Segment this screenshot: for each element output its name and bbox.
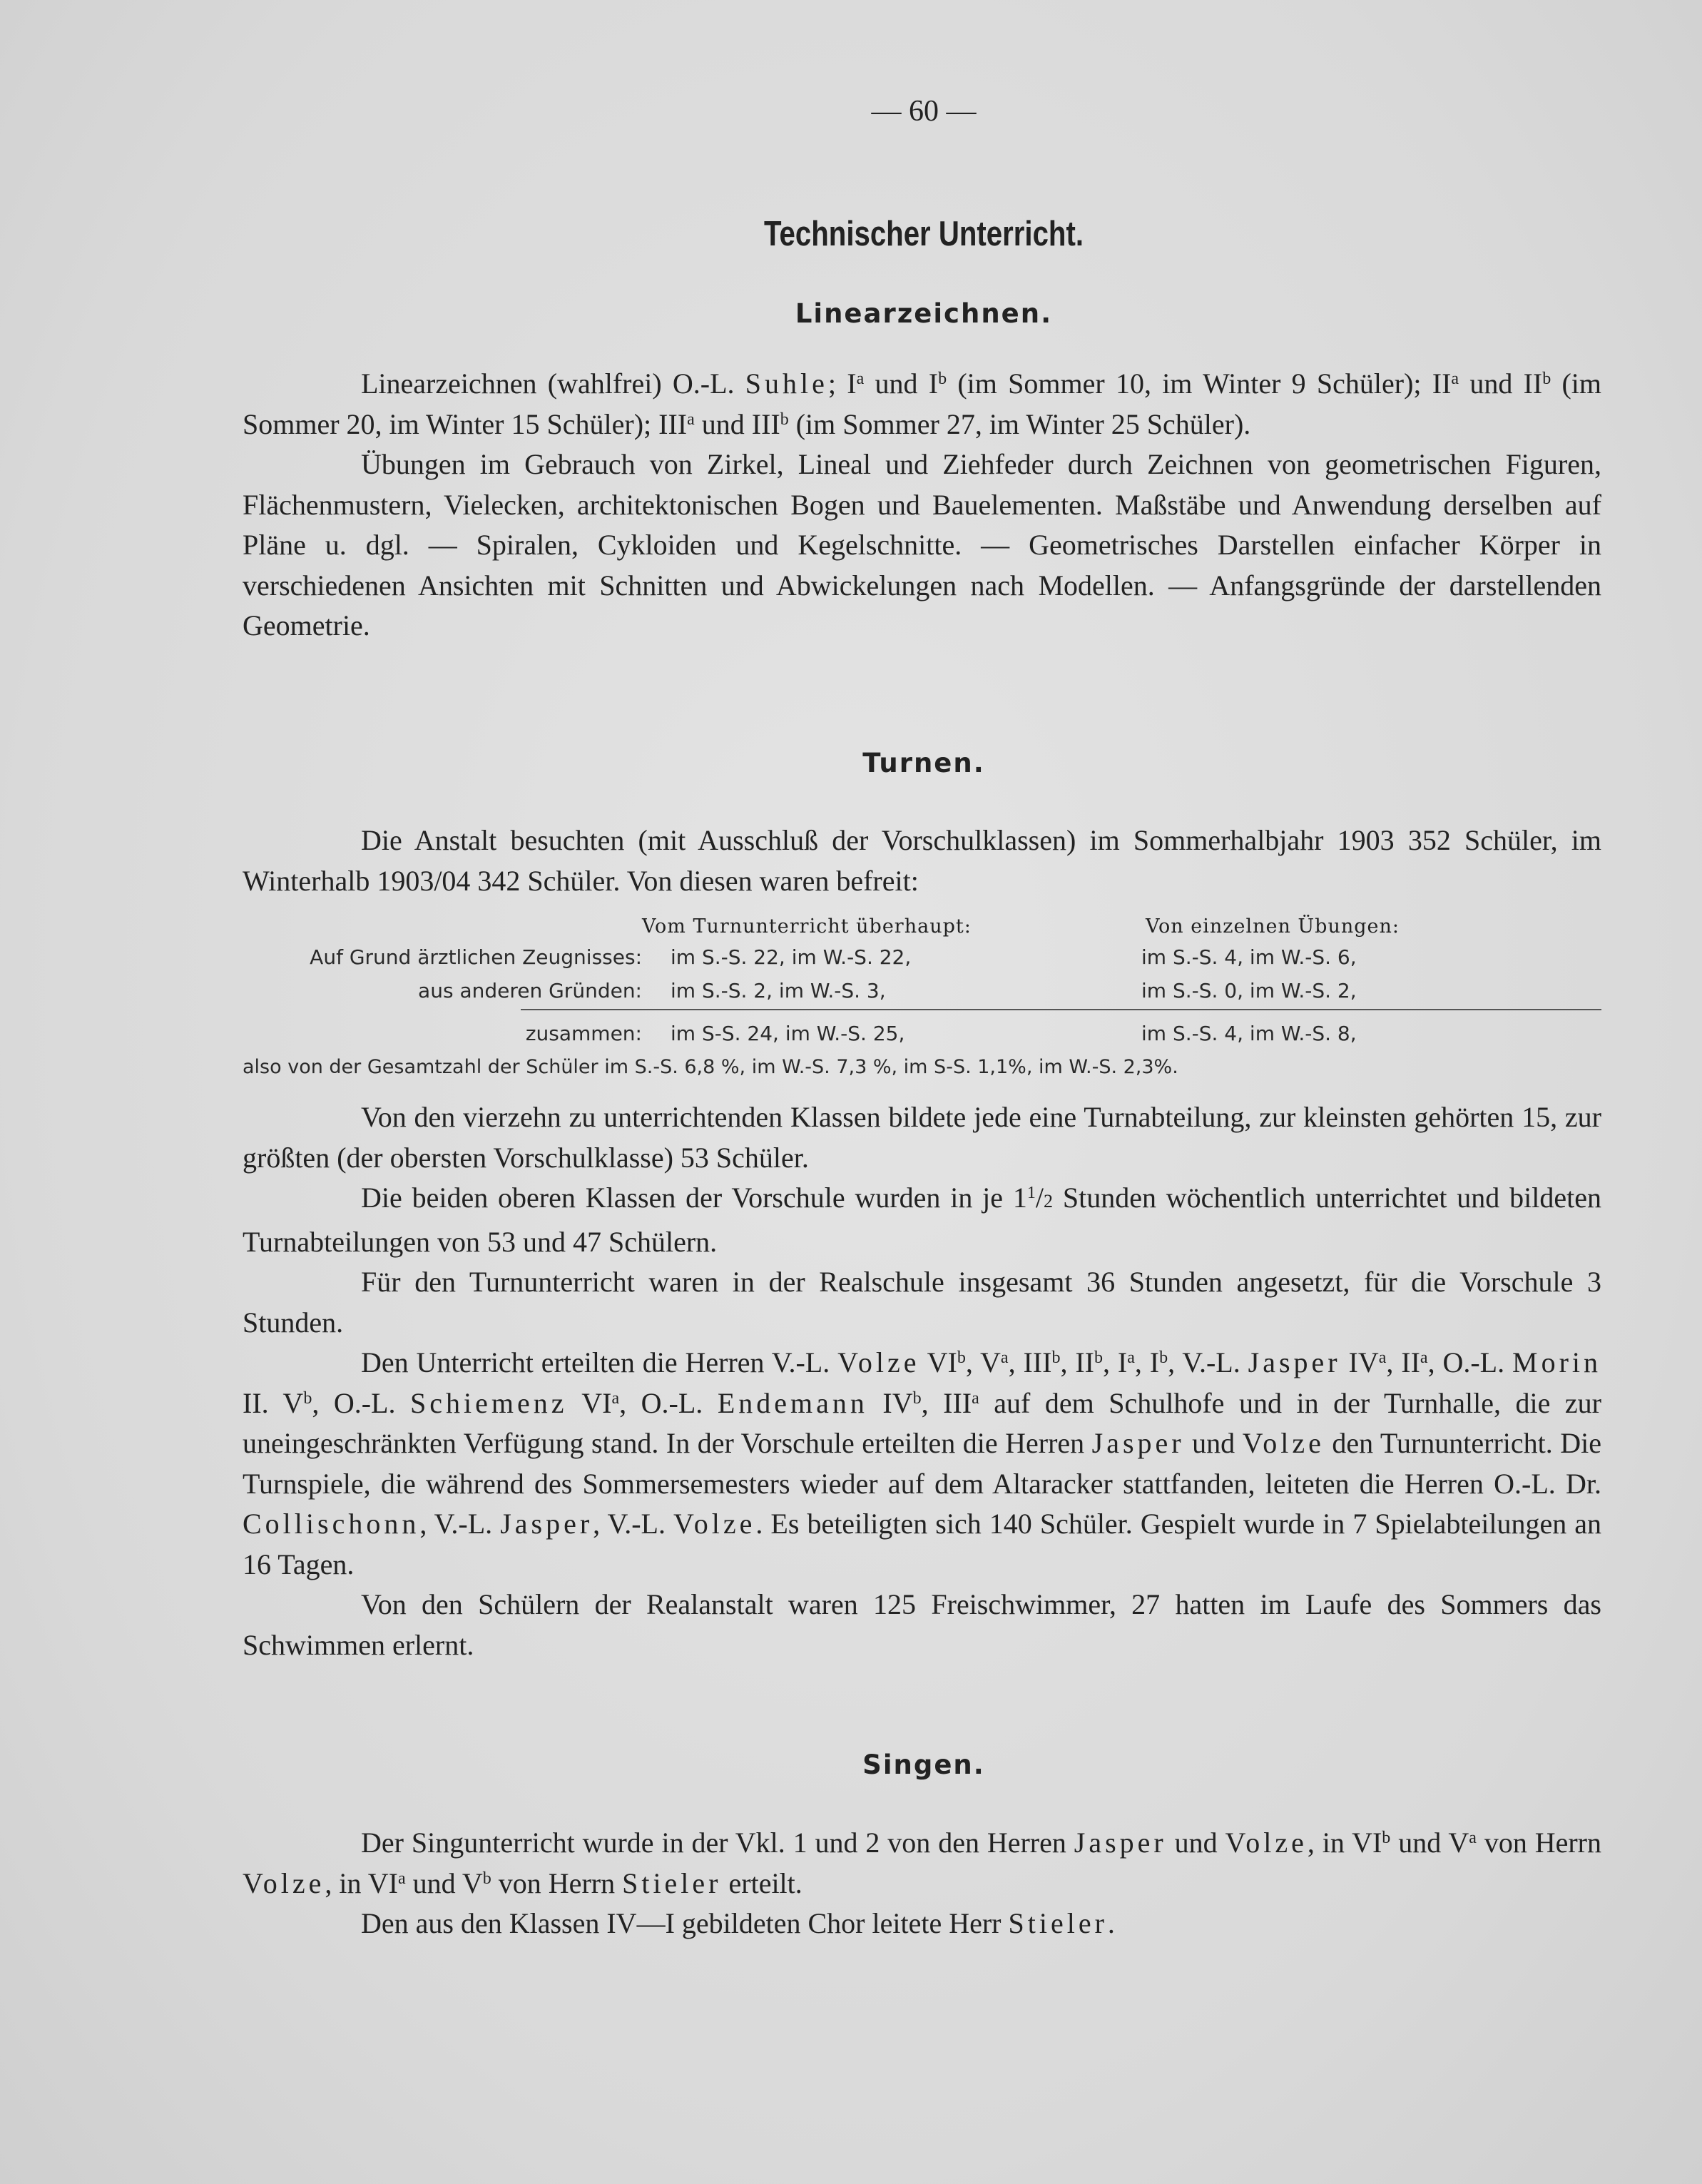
turnen-paragraph-3: Für den Turnunterricht waren in der Realschule insgesamt 36 Stunden angesetzt, für die Vorschule 3 Stunden.: [243, 1266, 1601, 1339]
linearzeichnen-paragraph-2: Übungen im Gebrauch von Zirkel, Lineal und Ziehfeder durch Zeichnen von geometrischen Figuren, Flächenmustern, Vielecken, architektonischen Bogen und Bauelementen. Maßstäbe und Anwendung derselben auf Pläne u. dgl. — Spiralen, Cykloiden und Kegelschnitte. — Geometrisches Darstellen einfacher Körper in verschiedenen Ansichten mit Schnitten und Abwickelungen nach Modellen. — Anfangsgründe der darstellenden Geometrie.: [243, 448, 1601, 641]
linearzeichnen-body: [243, 364, 1601, 646]
turnen-paragraph-4: Den Unterricht erteilten die Herren V.-L. Volze $VI^b$, $V^a$, III$^b$, $II^b$, $I^a$, $I^b$, V.-L. Jasper $IV^a$, $II^a$, O.-L. Morin II. $V^b$, O.-L. Schiemenz $VI^a$, O.-L. Endemann $IV^b$, III$^a$ auf dem Schulhofe und in der Turnhalle, die zur uneingeschränkten Verfügung stand. In der Vorschule erteilten die Herren Jasper und Volze den Turnunterricht. Die Turnspiele, die während des Sommersemesters wieder auf dem Altaracker stattfanden, leiteten die Herren O.-L. Dr. Collischonn, V.-L. Jasper, V.-L. Volze. Es beteiligten sich 140 Schüler. Gespielt wurde in 7 Spielabteilungen an 16 Tagen.: [243, 1346, 1602, 1580]
table-row2-col2: im S.-S. 0, im W.-S. 2,: [1141, 979, 1357, 1002]
table-sum-label: zusammen:: [525, 1022, 642, 1045]
singen-paragraph-2: Den aus den Klassen IV—I gebildeten Chor leitete Herr Stieler.: [361, 1907, 1115, 1939]
table-row1-label: Auf Grund ärztlichen Zeugnisses:: [310, 945, 642, 969]
turnen-intro-paragraph: Die Anstalt besuchten (mit Ausschluß der Vorschulklassen) im Sommerhalbjahr 1903 352 Schüler, im Winterhalb 1903/04 342 Schüler. Von diesen waren befreit:: [243, 824, 1601, 897]
turnen-intro: [243, 821, 1601, 901]
table-row1-col1: im S.-S. 22, im W.-S. 22,: [671, 945, 912, 969]
table-total-line: also von der Gesamtzahl der Schüler im S.-S. 6,8 %, im W.-S. 7,3 %, im S-S. 1,1%, im W.-S. 2,3%.: [243, 1056, 1178, 1078]
singen-paragraph-1: Der Singunterricht wurde in der Vkl. 1 und 2 von den Herren Jasper und Volze, in $VI^b$ und $V^a$ von Herrn Volze, in $VI^a$ und $V^b$ von Herrn Stieler erteilt.: [243, 1827, 1601, 1899]
table-row1-col2: im S.-S. 4, im W.-S. 6,: [1141, 945, 1357, 969]
table-col2-header: Von einzelnen Übungen:: [1146, 915, 1400, 938]
table-row2-label: aus anderen Gründen:: [418, 979, 642, 1002]
section-title-turnen: Turnen.: [862, 748, 985, 778]
turnen-paragraph-2: Die beiden oberen Klassen der Vorschule wurden in je $1^1/2$ Stunden wöchentlich unterrichtet und bildeten Turnabteilungen von 53 und 47 Schülern.: [243, 1182, 1601, 1258]
table-sum-rule: [521, 1009, 1601, 1010]
turnen-body: [243, 1097, 1601, 1665]
turnen-paragraph-1: Von den vierzehn zu unterrichtenden Klassen bildete jede eine Turnabteilung, zur kleinsten gehörten 15, zur größten (der obersten Vorschulklasse) 53 Schüler.: [243, 1101, 1601, 1174]
turnen-paragraph-5: Von den Schülern der Realanstalt waren 125 Freischwimmer, 27 hatten im Laufe des Sommers das Schwimmen erlernt.: [243, 1588, 1601, 1661]
table-sum-col1: im S-S. 24, im W.-S. 25,: [671, 1022, 905, 1045]
table-col1-header: Vom Turnunterricht überhaupt:: [642, 915, 972, 938]
table-row2-col1: im S.-S. 2, im W.-S. 3,: [671, 979, 886, 1002]
main-heading: Technischer Unterricht.: [763, 215, 1084, 253]
section-title-singen: Singen.: [862, 1749, 985, 1780]
singen-body: [243, 1823, 1601, 1944]
linearzeichnen-paragraph-1: Linearzeichnen (wahlfrei) O.-L. Suhle; $I^a$ und $I^b$ (im Sommer 10, im Winter 9 Schüler); $II^a$ und $II^b$ (im Sommer 20, im Winter 15 Schüler); III$^a$ und III$^b$ (im Sommer 27, im Winter 25 Schüler).: [243, 367, 1601, 440]
table-sum-col2: im S.-S. 4, im W.-S. 8,: [1141, 1022, 1357, 1045]
page-number: — 60 —: [871, 95, 977, 128]
section-title-linearzeichnen: Linearzeichnen.: [795, 298, 1053, 329]
